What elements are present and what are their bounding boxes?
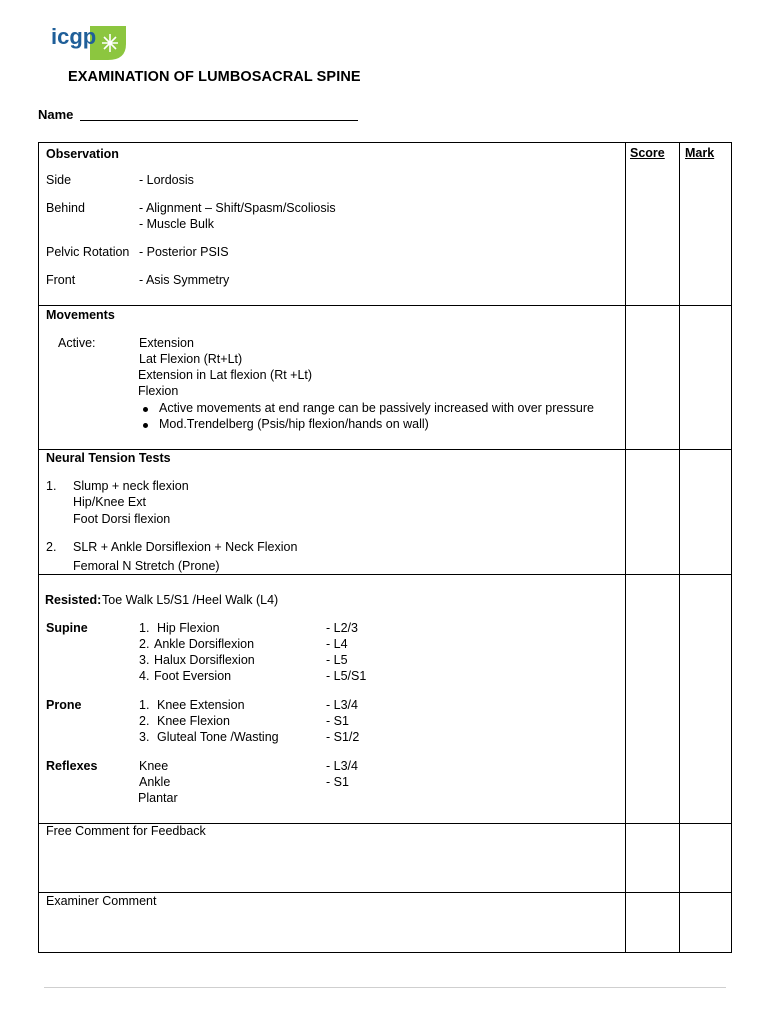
table-border-left (38, 142, 39, 953)
mark-header: Mark (685, 146, 715, 160)
table-border-right (731, 142, 732, 953)
footer-rule (44, 987, 726, 988)
observation-heading: Observation (46, 147, 119, 161)
list-number: 1. (46, 479, 57, 493)
resisted-label: Resisted: (45, 593, 102, 607)
examiner-comment-label: Examiner Comment (46, 894, 157, 908)
reflex-level: - L3/4 (326, 759, 358, 773)
front-label: Front (46, 273, 76, 287)
reflex-name: Ankle (139, 775, 171, 789)
neural-test: Femoral N Stretch (Prone) (73, 559, 220, 573)
list-number: 1. (139, 621, 150, 635)
movement-bullet: Mod.Trendelberg (Psis/hip flexion/hands on wall) (159, 417, 429, 431)
list-number: 2. (139, 714, 150, 728)
movement-item: Extension in Lat flexion (Rt +Lt) (138, 368, 313, 382)
movement-item: Extension (139, 336, 194, 350)
list-number: 2. (46, 540, 57, 554)
reflexes-label: Reflexes (46, 759, 98, 773)
divider (38, 892, 731, 893)
resisted-text: Toe Walk L5/S1 /Heel Walk (L4) (102, 593, 279, 607)
table-border-top (38, 142, 731, 143)
test-name: Gluteal Tone /Wasting (157, 730, 279, 744)
behind-value: - Muscle Bulk (139, 217, 215, 231)
test-level: - L5/S1 (326, 669, 367, 683)
test-level: - S1 (326, 714, 349, 728)
pelvic-value: - Posterior PSIS (139, 245, 229, 259)
test-level: - S1/2 (326, 730, 360, 744)
neural-test: Foot Dorsi flexion (73, 512, 171, 526)
neural-test: Slump + neck flexion (73, 479, 189, 493)
name-label: Name (38, 107, 74, 122)
reflex-name: Knee (139, 759, 169, 773)
test-name: Foot Eversion (154, 669, 232, 683)
side-label: Side (46, 173, 72, 187)
bullet-icon (143, 423, 148, 428)
column-divider (625, 142, 626, 953)
column-divider (679, 142, 680, 953)
movement-item: Lat Flexion (Rt+Lt) (139, 352, 243, 366)
page-title: EXAMINATION OF LUMBOSACRAL SPINE (68, 69, 361, 85)
test-level: - L3/4 (326, 698, 358, 712)
list-number: 4. (139, 669, 150, 683)
behind-label: Behind (46, 201, 85, 215)
movements-heading: Movements (46, 308, 115, 322)
table-border-bottom (38, 952, 731, 953)
test-level: - L4 (326, 637, 348, 651)
reflex-level: - S1 (326, 775, 349, 789)
test-level: - L2/3 (326, 621, 358, 635)
pelvic-label: Pelvic Rotation (46, 245, 130, 259)
bullet-icon (143, 407, 148, 412)
icgp-logo (50, 22, 128, 64)
supine-label: Supine (46, 621, 88, 635)
svg-text:icgp: icgp (51, 24, 97, 49)
divider (38, 574, 731, 575)
test-name: Halux Dorsiflexion (154, 653, 255, 667)
test-name: Ankle Dorsiflexion (154, 637, 255, 651)
test-name: Knee Flexion (157, 714, 230, 728)
neural-test: Hip/Knee Ext (73, 495, 146, 509)
score-header: Score (630, 146, 665, 160)
neural-test: SLR + Ankle Dorsiflexion + Neck Flexion (73, 540, 298, 554)
divider (38, 449, 731, 450)
movement-item: Flexion (138, 384, 179, 398)
side-value: - Lordosis (139, 173, 194, 187)
movement-bullet: Active movements at end range can be passively increased with over pressure (159, 401, 594, 415)
list-number: 3. (139, 730, 150, 744)
prone-label: Prone (46, 698, 82, 712)
free-comment-label: Free Comment for Feedback (46, 824, 206, 838)
test-level: - L5 (326, 653, 348, 667)
list-number: 1. (139, 698, 150, 712)
list-number: 3. (139, 653, 150, 667)
name-field[interactable] (80, 120, 358, 121)
active-label: Active: (58, 336, 96, 350)
front-value: - Asis Symmetry (139, 273, 230, 287)
list-number: 2. (139, 637, 150, 651)
neural-heading: Neural Tension Tests (46, 451, 171, 465)
reflex-name: Plantar (138, 791, 178, 805)
behind-value: - Alignment – Shift/Spasm/Scoliosis (139, 201, 336, 215)
test-name: Hip Flexion (157, 621, 220, 635)
test-name: Knee Extension (157, 698, 245, 712)
divider (38, 305, 731, 306)
